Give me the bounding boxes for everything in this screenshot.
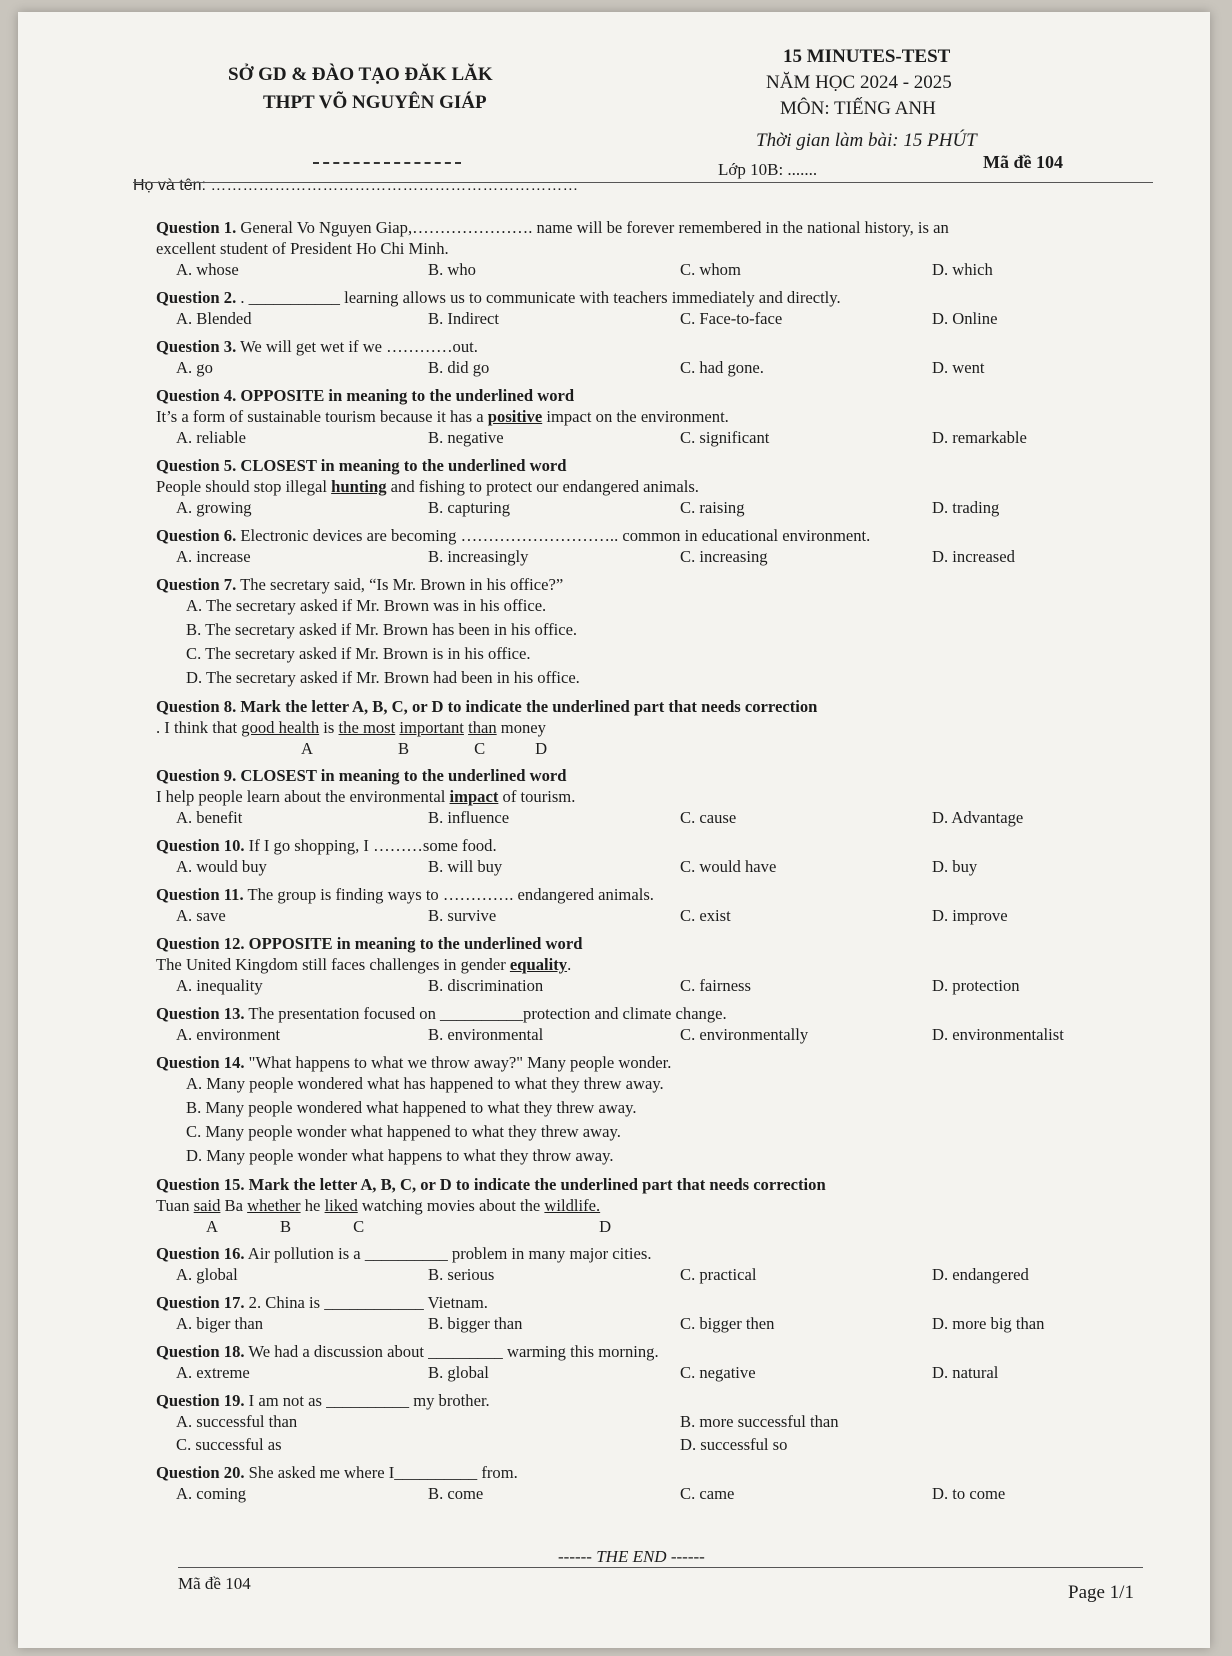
letter-c: C	[474, 739, 486, 758]
part-a: good health	[241, 718, 320, 737]
part-d: than	[468, 718, 497, 737]
question-8: Question 8. Mark the letter A, B, C, or D to indicate the underlined part that needs correction	[156, 697, 818, 716]
option-b[interactable]: B. serious	[428, 1265, 495, 1284]
question-9: Question 9. CLOSEST in meaning to the underlined word	[156, 766, 567, 785]
option-a[interactable]: A. biger than	[176, 1314, 264, 1333]
question-18-options	[156, 1365, 1116, 1388]
option-a[interactable]: A. go	[176, 358, 213, 377]
question-6-options	[156, 549, 1116, 572]
option-b[interactable]: B. Indirect	[428, 309, 499, 328]
underlined-word: positive	[487, 407, 543, 426]
underlined-word: impact	[449, 787, 499, 806]
question-18: Question 18. We had a discussion about _________ warming this morning.	[156, 1342, 659, 1361]
option-c[interactable]: C. raising	[680, 498, 745, 517]
option-b[interactable]: B. The secretary asked if Mr. Brown has been in his office.	[186, 620, 578, 639]
option-c[interactable]: C. bigger then	[680, 1314, 775, 1333]
footer-rule	[178, 1567, 1143, 1568]
option-d[interactable]: D. to come	[932, 1484, 1006, 1503]
underlined-word: hunting	[331, 477, 387, 496]
option-a[interactable]: A. would buy	[176, 857, 267, 876]
option-c[interactable]: C. increasing	[680, 547, 768, 566]
school-year: NĂM HỌC 2024 - 2025	[766, 72, 952, 93]
option-c[interactable]: C. Face-to-face	[680, 309, 783, 328]
question-15-letters	[156, 1219, 1116, 1241]
option-d[interactable]: D. buy	[932, 857, 978, 876]
question-12: Question 12. OPPOSITE in meaning to the underlined word	[156, 934, 583, 953]
option-a[interactable]: A. growing	[176, 498, 252, 517]
question-1-cont: excellent student of President Ho Chi Minh.	[156, 239, 449, 258]
question-5-options	[156, 500, 1116, 523]
part-d: wildlife.	[544, 1196, 601, 1215]
option-d[interactable]: D. remarkable	[932, 428, 1027, 447]
option-c[interactable]: C. significant	[680, 428, 770, 447]
letter-b: B	[279, 1217, 292, 1236]
question-3: Question 3. We will get wet if we …………out.	[156, 337, 478, 356]
question-2-options	[156, 311, 1116, 334]
question-12-options	[156, 978, 1116, 1001]
question-1: Question 1. General Vo Nguyen Giap,…………………. name will be forever remembered in the national history, is an	[156, 218, 949, 237]
option-d[interactable]: D. endangered	[932, 1265, 1029, 1284]
question-19-options-cd	[156, 1437, 1116, 1460]
class-field: Lớp 10B: .......	[718, 160, 818, 179]
subject: MÔN: TIẾNG ANH	[780, 98, 936, 119]
question-19: Question 19. I am not as __________ my brother.	[156, 1391, 490, 1410]
part-a: said	[193, 1196, 221, 1215]
question-17: Question 17. 2. China is ____________ Vietnam.	[156, 1293, 488, 1312]
option-d[interactable]: D. Advantage	[932, 808, 1024, 827]
option-b[interactable]: B. will buy	[428, 857, 503, 876]
option-c[interactable]: C. Many people wonder what happened to what they threw away.	[186, 1122, 621, 1141]
option-d[interactable]: D. Many people wonder what happens to what they throw away.	[186, 1146, 614, 1165]
time-allowed: Thời gian làm bài: 15 PHÚT	[756, 130, 977, 151]
letter-b: B	[397, 739, 410, 758]
the-end: ------ THE END ------	[558, 1547, 705, 1566]
school-name: THPT VÕ NGUYÊN GIÁP	[263, 92, 487, 113]
option-a[interactable]: A. save	[176, 906, 226, 925]
question-15: Question 15. Mark the letter A, B, C, or D to indicate the underlined part that needs correction	[156, 1175, 826, 1194]
option-a[interactable]: A. successful than	[176, 1412, 298, 1431]
option-b[interactable]: B. capturing	[428, 498, 511, 517]
option-b[interactable]: B. environmental	[428, 1025, 544, 1044]
option-c[interactable]: C. came	[680, 1484, 735, 1503]
question-20-options	[156, 1486, 1116, 1509]
exam-code: Mã đề 104	[983, 152, 1063, 172]
option-d[interactable]: D. natural	[932, 1363, 999, 1382]
option-b[interactable]: B. survive	[428, 906, 497, 925]
question-12-stem: The United Kingdom still faces challenges in gender equality.	[156, 955, 572, 974]
option-d[interactable]: D. The secretary asked if Mr. Brown had been in his office.	[186, 668, 580, 687]
option-d[interactable]: D. Online	[932, 309, 998, 328]
option-b[interactable]: B. increasingly	[428, 547, 529, 566]
question-16-options	[156, 1267, 1116, 1290]
option-b[interactable]: B. negative	[428, 428, 504, 447]
question-3-options	[156, 360, 1116, 383]
question-8-letters	[156, 741, 1116, 763]
option-d[interactable]: D. went	[932, 358, 985, 377]
option-c[interactable]: C. The secretary asked if Mr. Brown is in his office.	[186, 644, 531, 663]
option-c[interactable]: C. fairness	[680, 976, 751, 995]
part-b: whether	[247, 1196, 301, 1215]
question-7: Question 7. The secretary said, “Is Mr. Brown in his office?”	[156, 575, 564, 594]
question-6: Question 6. Electronic devices are becoming ……………………….. common in educational environment.	[156, 526, 871, 545]
option-a[interactable]: A. coming	[176, 1484, 247, 1503]
option-b[interactable]: B. who	[428, 260, 476, 279]
option-a[interactable]: A. environment	[176, 1025, 281, 1044]
question-11-options	[156, 908, 1116, 931]
underlined-word: equality	[509, 955, 568, 974]
option-a[interactable]: A. inequality	[176, 976, 263, 995]
option-a[interactable]: A. Many people wondered what has happened to what they threw away.	[186, 1074, 664, 1093]
option-d[interactable]: D. protection	[932, 976, 1020, 995]
question-14: Question 14. "What happens to what we throw away?" Many people wonder.	[156, 1053, 672, 1072]
option-d[interactable]: D. which	[932, 260, 993, 279]
option-b[interactable]: B. come	[428, 1484, 484, 1503]
question-8-stem: . I think that good health is the most important than money	[156, 718, 546, 737]
question-9-options	[156, 810, 1116, 833]
question-5-stem: People should stop illegal hunting and fishing to protect our endangered animals.	[156, 477, 699, 496]
option-b[interactable]: B. more successful than	[680, 1412, 839, 1431]
question-10-options	[156, 859, 1116, 882]
header-rule	[133, 182, 1153, 183]
option-d[interactable]: D. trading	[932, 498, 1000, 517]
option-c[interactable]: C. negative	[680, 1363, 756, 1382]
option-c[interactable]: C. environmentally	[680, 1025, 809, 1044]
question-16: Question 16. Air pollution is a __________ problem in many major cities.	[156, 1244, 652, 1263]
exam-paper	[18, 12, 1210, 1648]
option-b[interactable]: B. influence	[428, 808, 510, 827]
question-19-options-ab	[156, 1414, 1116, 1437]
option-a[interactable]: A. extreme	[176, 1363, 250, 1382]
option-c[interactable]: C. cause	[680, 808, 737, 827]
letter-a: A	[206, 1217, 218, 1236]
option-d[interactable]: D. improve	[932, 906, 1008, 925]
test-title: 15 MINUTES-TEST	[783, 46, 951, 67]
option-a[interactable]: A. global	[176, 1265, 238, 1284]
option-d[interactable]: D. successful so	[680, 1435, 788, 1454]
option-c[interactable]: C. would have	[680, 857, 777, 876]
option-a[interactable]: A. The secretary asked if Mr. Brown was in his office.	[186, 596, 547, 615]
question-20: Question 20. She asked me where I__________ from.	[156, 1463, 518, 1482]
question-4-stem: It’s a form of sustainable tourism because it has a positive impact on the environment.	[156, 407, 729, 426]
option-b[interactable]: B. discrimination	[428, 976, 544, 995]
question-13: Question 13. The presentation focused on __________protection and climate change.	[156, 1004, 727, 1023]
question-9-stem: I help people learn about the environmental impact of tourism.	[156, 787, 576, 806]
option-a[interactable]: A. increase	[176, 547, 251, 566]
part-c: important	[399, 718, 464, 737]
option-a[interactable]: A. reliable	[176, 428, 247, 447]
option-b[interactable]: B. global	[428, 1363, 489, 1382]
option-d[interactable]: D. more big than	[932, 1314, 1045, 1333]
option-a[interactable]: A. Blended	[176, 309, 252, 328]
option-b[interactable]: B. did go	[428, 358, 490, 377]
question-5: Question 5. CLOSEST in meaning to the underlined word	[156, 456, 567, 475]
option-d[interactable]: D. environmentalist	[932, 1025, 1064, 1044]
option-b[interactable]: B. bigger than	[428, 1314, 523, 1333]
letter-a: A	[301, 739, 313, 758]
question-4: Question 4. OPPOSITE in meaning to the underlined word	[156, 386, 575, 405]
option-a[interactable]: A. benefit	[176, 808, 243, 827]
part-c: liked	[324, 1196, 358, 1215]
divider-dashes	[313, 162, 461, 164]
question-17-options	[156, 1316, 1116, 1339]
letter-d: D	[599, 1217, 612, 1236]
question-1-options	[156, 262, 1116, 285]
question-2: Question 2. . ___________ learning allows us to communicate with teachers immediately and directly.	[156, 288, 841, 307]
letter-c: C	[353, 1217, 365, 1236]
option-b[interactable]: B. Many people wondered what happened to what they threw away.	[186, 1098, 637, 1117]
question-15-stem: Tuan said Ba whether he liked watching movies about the wildlife.	[156, 1196, 601, 1215]
question-13-options	[156, 1027, 1116, 1050]
dept-name: SỞ GD & ĐÀO TẠO ĐĂK LĂK	[228, 64, 493, 85]
option-a[interactable]: A. whose	[176, 260, 239, 279]
option-c[interactable]: C. had gone.	[680, 358, 764, 377]
option-c[interactable]: C. whom	[680, 260, 741, 279]
question-10: Question 10. If I go shopping, I ………some food.	[156, 836, 497, 855]
option-d[interactable]: D. increased	[932, 547, 1015, 566]
letter-d: D	[535, 739, 548, 758]
page-number: Page 1/1	[1068, 1582, 1134, 1603]
question-11: Question 11. The group is finding ways to …………. endangered animals.	[156, 885, 654, 904]
option-c[interactable]: C. exist	[680, 906, 731, 925]
part-b: the most	[338, 718, 396, 737]
option-c[interactable]: C. successful as	[176, 1435, 282, 1454]
option-c[interactable]: C. practical	[680, 1265, 757, 1284]
footer-exam-code: Mã đề 104	[178, 1574, 251, 1593]
questions-area	[156, 220, 1116, 1509]
question-4-options	[156, 430, 1116, 453]
name-field: Họ và tên: ……………………………………………………………	[133, 177, 579, 194]
